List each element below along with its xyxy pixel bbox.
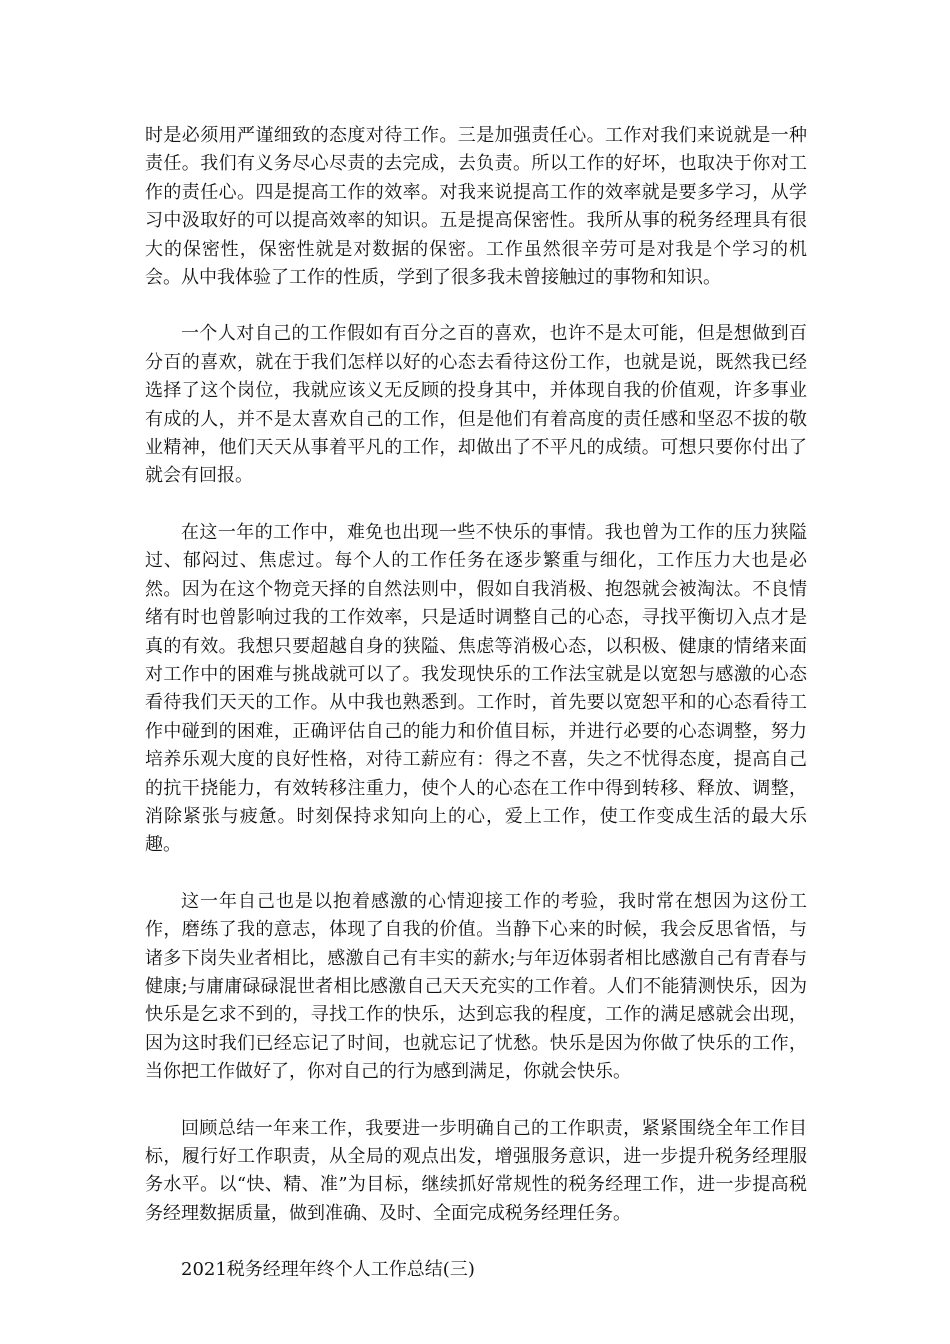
paragraph-3: 在这一年的工作中，难免也出现一些不快乐的事情。我也曾为工作的压力狭隘过、郁闷过、焦虑过。每个人的工作任务在逐步繁重与细化，工作压力大也是必然。因为在这个物竞天择的自然法则中，假如自我消极、抱怨就会被淘汰。不良情绪有时也曾影响过我的工作效率，只是适时调整自己的心态，寻找平衡切入点才是真的有效。我想只要超越自身的狭隘、焦虑等消极心态，以积极、健康的情绪来面对工作中的困难与挑战就可以了。我发现快乐的工作法宝就是以宽恕与感激的心态看待我们天天的工作。从中我也熟悉到。工作时，首先要以宽恕平和的心态看待工作中碰到的困难，正确评估自己的能力和价值目标，并进行必要的心态调整，努力培养乐观大度的良好性格，对待工薪应有：得之不喜，失之不忧得态度，提高自己的抗干挠能力，有效转移注重力，使个人的心态在工作中得到转移、释放、调整，消除紧张与疲惫。时刻保持求知向上的心，爱上工作，使工作变成生活的最大乐趣。	[145, 521, 807, 856]
paragraph-1: 时是必须用严谨细致的态度对待工作。三是加强责任心。工作对我们来说就是一种责任。我们有义务尽心尽责的去完成，去负责。所以工作的好坏，也取决于你对工作的责任心。四是提高工作的效率。对我来说提高工作的效率就是要多学习，从学习中汲取好的可以提高效率的知识。五是提高保密性。我所从事的税务经理具有很大的保密性，保密性就是对数据的保密。工作虽然很辛劳可是对我是个学习的机会。从中我体验了工作的性质，学到了很多我未曾接触过的事物和知识。	[145, 125, 807, 289]
paragraph-2: 一个人对自己的工作假如有百分之百的喜欢，也许不是太可能，但是想做到百分百的喜欢，就在于我们怎样以好的心态去看待这份工作，也就是说，既然我已经选择了这个岗位，我就应该义无反顾的投身其中，并体现自我的价值观，许多事业有成的人，并不是太喜欢自己的工作，但是他们有着高度的责任感和坚忍不拔的敬业精神，他们天天从事着平凡的工作，却做出了不平凡的成绩。可想只要你付出了就会有回报。	[145, 323, 807, 487]
section-heading: 2021税务经理年终个人工作总结(三)	[181, 1259, 475, 1281]
paragraph-5: 回顾总结一年来工作，我要进一步明确自己的工作职责，紧紧围绕全年工作目标，履行好工作职责，从全局的观点出发，增强服务意识，进一步提升税务经理服务水平。以“快、精、准”为目标，继续抓好常规性的税务经理工作，进一步提高税务经理数据质量，做到准确、及时、全面完成税务经理任务。	[145, 1117, 807, 1224]
paragraph-4: 这一年自己也是以抱着感激的心情迎接工作的考验，我时常在想因为这份工作，磨练了我的意志，体现了自我的价值。当静下心来的时候，我会反思省悟，与诸多下岗失业者相比，感激自己有丰实的薪水;与年迈体弱者相比感激自己有青春与健康;与庸庸碌碌混世者相比感激自己天天充实的工作着。人们不能猜测快乐，因为快乐是乞求不到的，寻找工作的快乐，达到忘我的程度，工作的满足感就会出现，因为这时我们已经忘记了时间，也就忘记了忧愁。快乐是因为你做了快乐的工作，当你把工作做好了，你对自己的行为感到满足，你就会快乐。	[145, 890, 807, 1083]
document-body	[145, 122, 807, 1285]
